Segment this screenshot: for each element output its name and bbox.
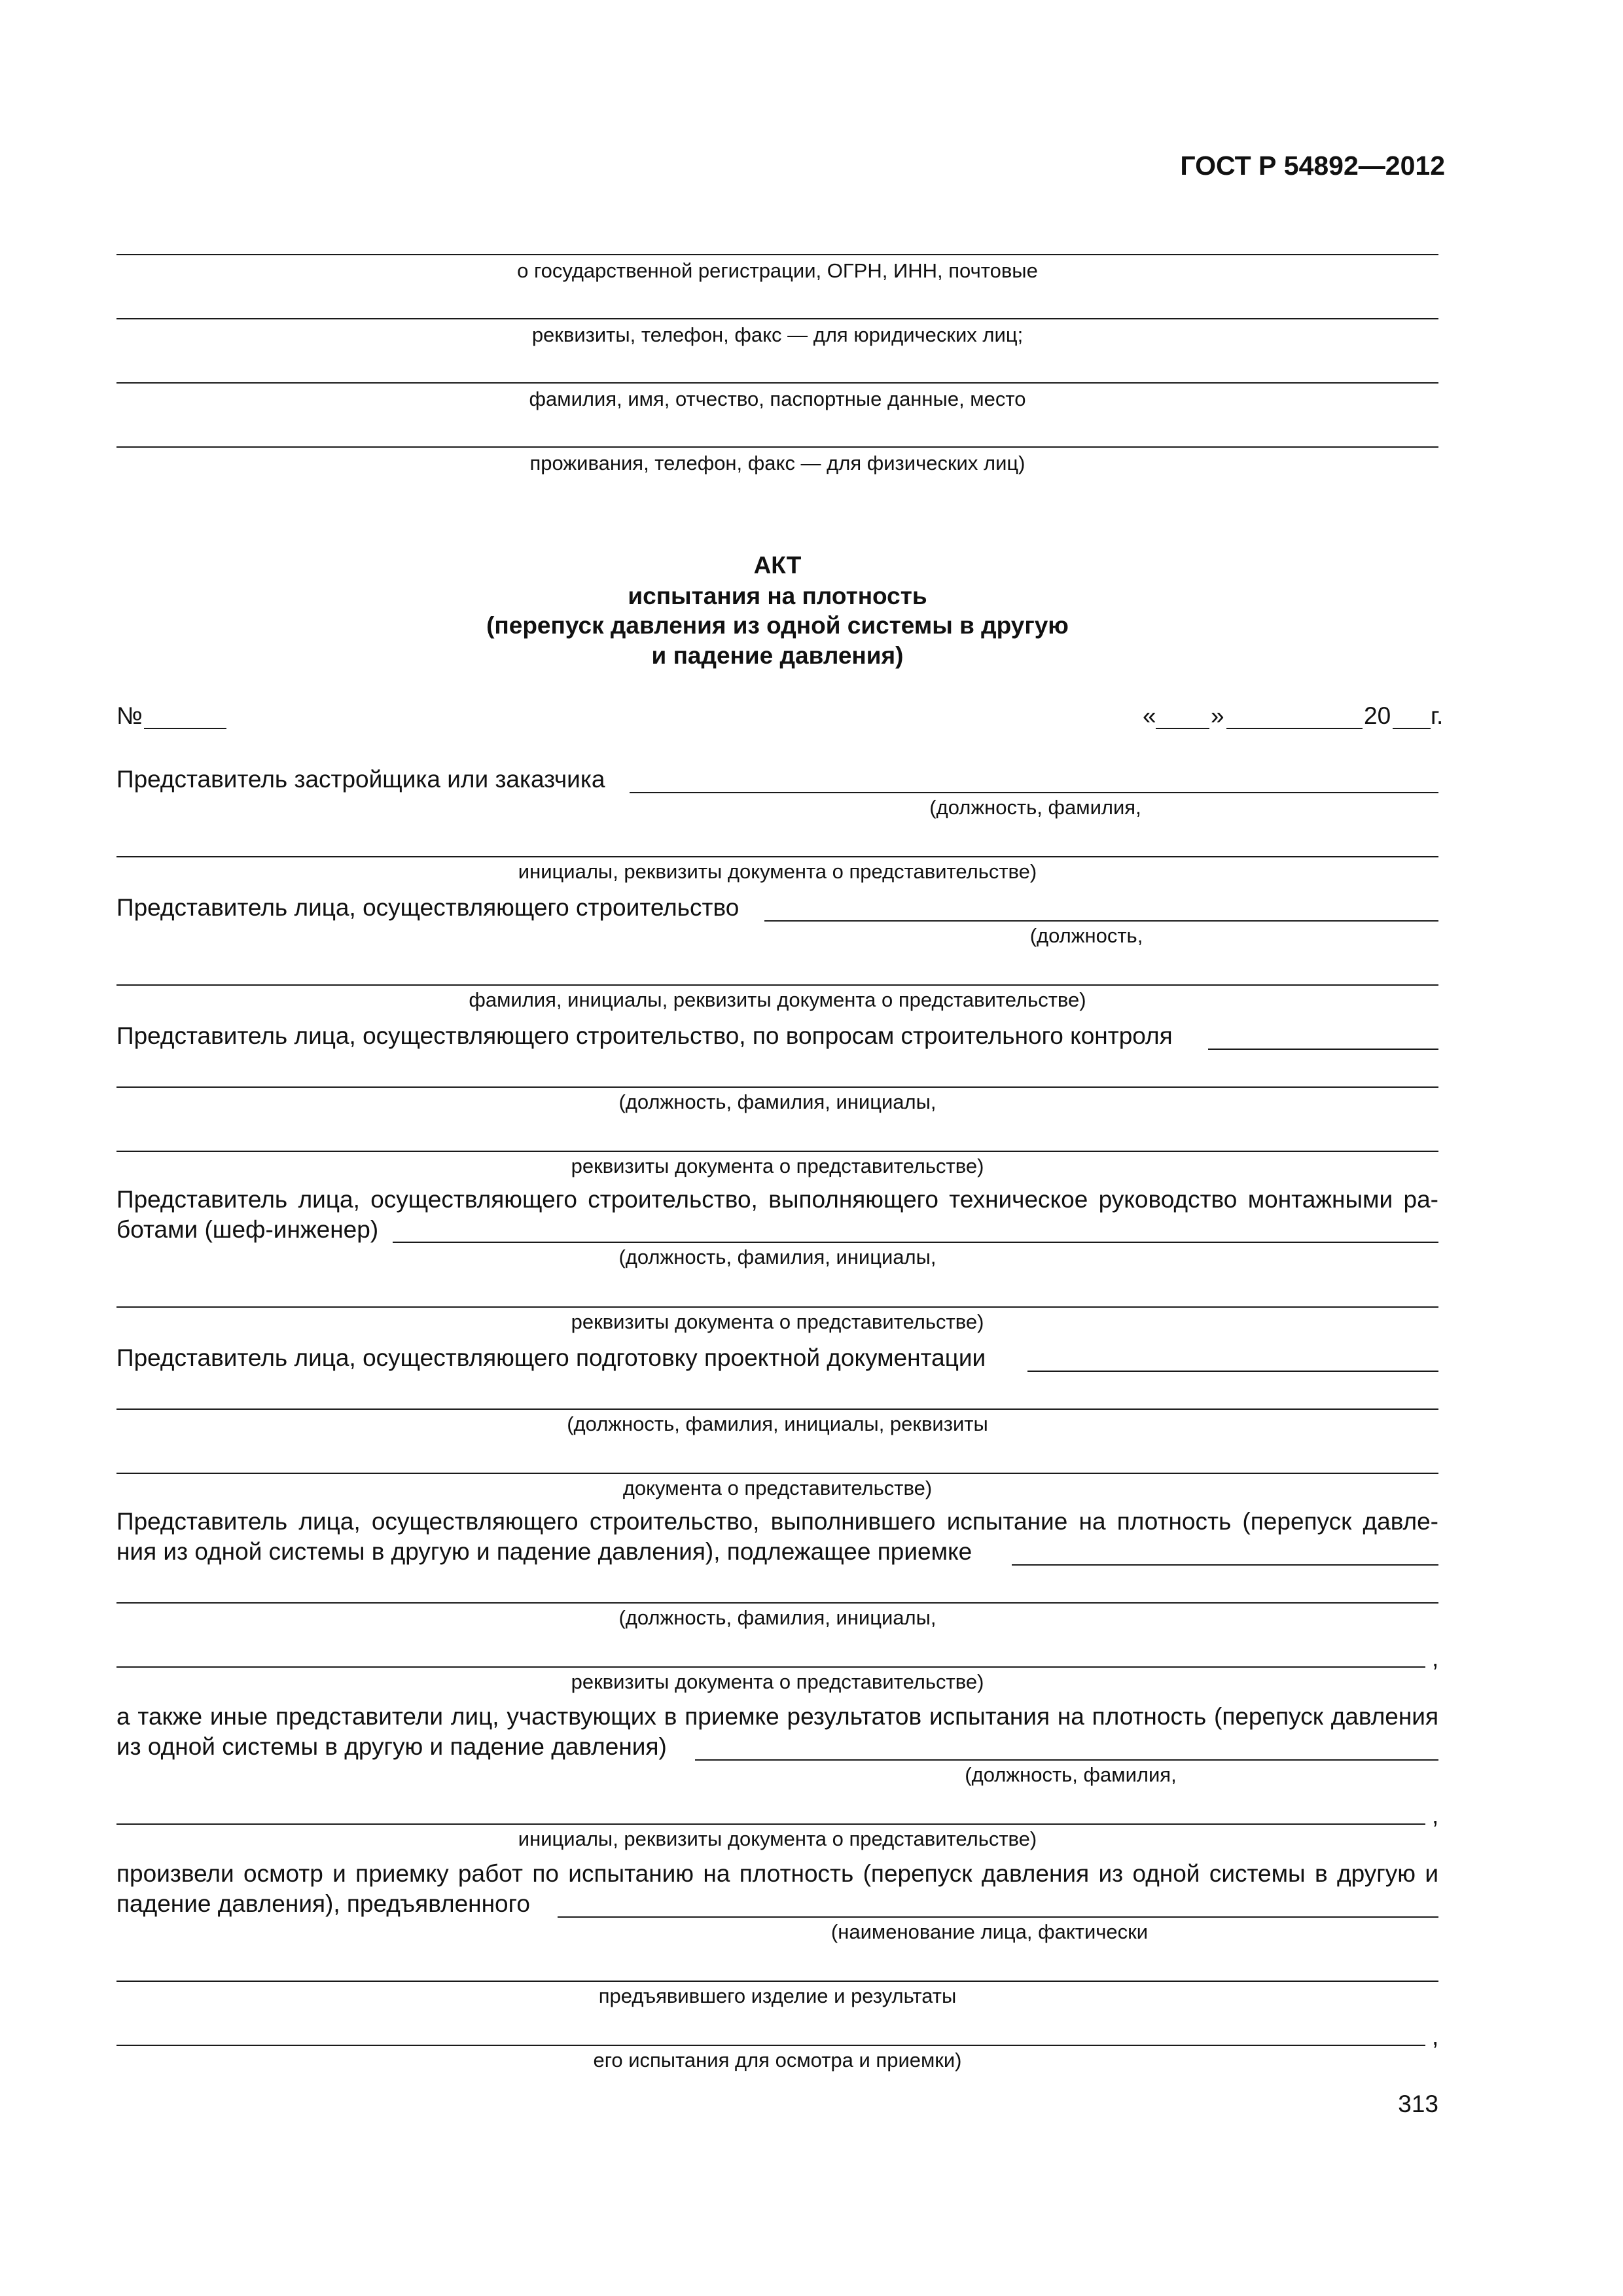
date-year-suffix: г. <box>1431 702 1444 729</box>
rep1-field-2[interactable] <box>116 856 1438 857</box>
inspection-text-line-2: падение давления), предъявленного <box>116 1890 530 1917</box>
applicant-caption-1: о государственной регистрации, ОГРН, ИНН, почтовые <box>517 259 1038 282</box>
number-label: № <box>116 702 143 729</box>
rep6-text-line-2: ния из одной системы в другую и падение давления), подлежащее приемке <box>116 1538 972 1565</box>
date-quote-close: » <box>1211 702 1224 729</box>
rep2-field-2[interactable] <box>116 984 1438 986</box>
applicant-caption-4: проживания, телефон, факс — для физических лиц) <box>529 452 1026 475</box>
page-number: 313 <box>1398 2090 1438 2117</box>
rep2-caption-2: фамилия, инициалы, реквизиты документа о представительстве) <box>469 988 1086 1011</box>
others-caption-2: инициалы, реквизиты документа о представительстве) <box>518 1827 1037 1850</box>
rep3-caption-1: (должность, фамилия, инициалы, <box>618 1090 936 1113</box>
rep5-field-2[interactable] <box>116 1408 1438 1410</box>
rep3-label: Представитель лица, осуществляющего строительство, по вопросам строительного контроля <box>116 1022 1173 1049</box>
inspection-field[interactable] <box>558 1916 1438 1918</box>
rep1-label: Представитель застройщика или заказчика <box>116 766 605 793</box>
applicant-line-1[interactable] <box>116 254 1438 255</box>
date-day-field[interactable] <box>1156 728 1209 729</box>
inspection-caption-3: его испытания для осмотра и приемки) <box>593 2049 962 2072</box>
rep3-field-3[interactable] <box>116 1151 1438 1152</box>
rep6-field[interactable] <box>1012 1564 1438 1566</box>
inspection-caption-2: предъявившего изделие и результаты <box>598 1984 957 2007</box>
rep5-caption-2: документа о представительстве) <box>622 1477 933 1499</box>
act-title: АКТ <box>753 552 802 579</box>
others-text-line-2: из одной системы в другую и падение давления) <box>116 1733 667 1760</box>
rep6-comma: , <box>1432 1645 1439 1672</box>
inspection-comma: , <box>1432 2023 1439 2050</box>
rep5-label: Представитель лица, осуществляющего подготовку проектной документации <box>116 1344 986 1371</box>
date-year-prefix: 20 <box>1364 702 1391 729</box>
rep5-caption-1: (должность, фамилия, инициалы, реквизиты <box>567 1412 988 1435</box>
rep4-text-line-2: ботами (шеф-инженер) <box>116 1216 379 1243</box>
others-field[interactable] <box>695 1759 1438 1761</box>
rep1-field[interactable] <box>630 792 1438 793</box>
act-title-line-3: (перепуск давления из одной системы в другую <box>486 612 1069 639</box>
number-field[interactable] <box>144 728 226 729</box>
date-month-field[interactable] <box>1226 728 1363 729</box>
rep6-caption-1: (должность, фамилия, инициалы, <box>618 1606 936 1629</box>
others-caption-1: (должность, фамилия, <box>965 1763 1177 1786</box>
inspection-caption-1: (наименование лица, фактически <box>830 1920 1149 1943</box>
inspection-field-2[interactable] <box>116 1981 1438 1982</box>
rep2-label: Представитель лица, осуществляющего строительство <box>116 894 740 921</box>
rep3-field[interactable] <box>1208 1049 1438 1050</box>
rep3-caption-2: реквизиты документа о представительстве) <box>571 1155 984 1177</box>
date-quote-open: « <box>1143 702 1156 729</box>
act-title-line-2: испытания на плотность <box>628 583 927 609</box>
rep4-field-2[interactable] <box>116 1306 1438 1308</box>
rep1-caption-2: инициалы, реквизиты документа о представительстве) <box>518 860 1037 883</box>
applicant-caption-2: реквизиты, телефон, факс — для юридических лиц; <box>531 323 1024 346</box>
others-field-2[interactable] <box>116 1823 1425 1825</box>
rep6-caption-2: реквизиты документа о представительстве) <box>571 1670 984 1693</box>
rep6-text-line-1: Представитель лица, осуществляющего строительство, выполнившего испытание на плотность (перепуск давле- <box>116 1508 1438 1535</box>
applicant-caption-3: фамилия, имя, отчество, паспортные данные, место <box>529 387 1026 410</box>
others-text-line-1: а также иные представители лиц, участвующих в приемке результатов испытания на плотность (перепуск давления <box>116 1703 1438 1730</box>
rep2-caption-1: (должность, <box>1029 924 1143 947</box>
rep5-field[interactable] <box>1027 1371 1438 1372</box>
applicant-line-3[interactable] <box>116 382 1438 384</box>
rep5-field-3[interactable] <box>116 1473 1438 1474</box>
rep2-field[interactable] <box>764 920 1438 922</box>
rep4-text-line-1: Представитель лица, осуществляющего строительство, выполняющего техническое руководство монтажными ра- <box>116 1186 1438 1213</box>
rep3-field-2[interactable] <box>116 1086 1438 1088</box>
date-year-field[interactable] <box>1393 728 1431 729</box>
rep4-caption-1: (должность, фамилия, инициалы, <box>618 1246 936 1268</box>
rep4-field[interactable] <box>393 1242 1438 1243</box>
others-comma: , <box>1432 1802 1439 1829</box>
inspection-text-line-1: произвели осмотр и приемку работ по испытанию на плотность (перепуск давления из одной системы в другую и <box>116 1860 1438 1887</box>
applicant-line-4[interactable] <box>116 446 1438 448</box>
rep6-field-3[interactable] <box>116 1666 1425 1668</box>
rep6-field-2[interactable] <box>116 1602 1438 1604</box>
act-title-line-4: и падение давления) <box>651 642 904 669</box>
applicant-line-2[interactable] <box>116 318 1438 319</box>
standard-number: ГОСТ Р 54892—2012 <box>1180 151 1445 181</box>
rep1-caption-1: (должность, фамилия, <box>929 796 1141 819</box>
inspection-field-3[interactable] <box>116 2045 1425 2046</box>
rep4-caption-2: реквизиты документа о представительстве) <box>571 1310 984 1333</box>
